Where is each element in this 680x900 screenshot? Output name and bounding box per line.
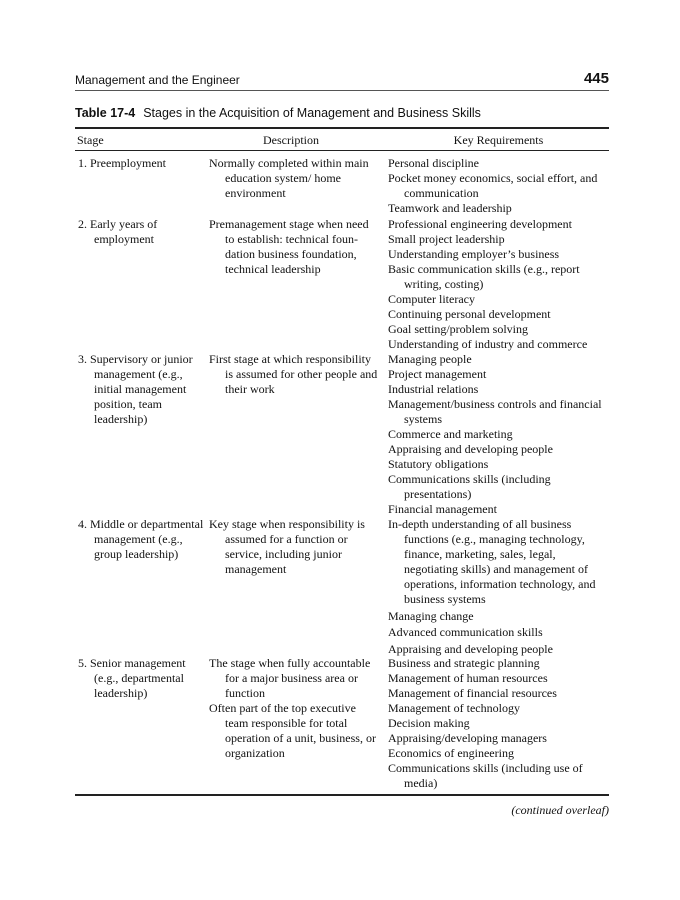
requirement-item: Appraising and developing people: [388, 641, 553, 656]
stage-text: 4. Middle or departmental management (e.g., group leadership): [78, 517, 204, 561]
requirement-item: Project management: [388, 367, 487, 381]
table-bottom-rule: [75, 794, 609, 796]
requirement-item: Decision making: [388, 716, 470, 730]
table-row-3-requirements: [388, 352, 610, 517]
stage-text: 3. Supervisory or junior management (e.g., initial management position, team leadership): [78, 352, 193, 426]
requirement-item: Appraising and developing people: [388, 442, 553, 456]
requirement-item: Managing change: [388, 608, 474, 623]
description-paragraph: First stage at which responsibility is assumed for other people and their work: [209, 352, 378, 396]
description-paragraph: Key stage when responsibility is assumed for a function or service, including junior management: [209, 517, 365, 576]
requirement-item: Management/business controls and financial systems: [388, 397, 602, 426]
requirement-item: Professional engineering development: [388, 217, 572, 231]
description-paragraph: Often part of the top executive team responsible for total operation of a unit, business, or organization: [209, 701, 376, 760]
requirement-item: Appraising/developing managers: [388, 731, 547, 745]
page-number: 445: [583, 70, 609, 87]
table-row-1-stage: [78, 156, 204, 171]
requirement-item: Basic communication skills (e.g., report writing, costing): [388, 262, 580, 291]
table-row-1-requirements: [388, 156, 610, 216]
requirement-item: Small project leadership: [388, 232, 505, 246]
requirement-item: Communications skills (including presentations): [388, 472, 551, 501]
requirement-item: Statutory obligations: [388, 457, 489, 471]
requirement-item: In-depth understanding of all business functions (e.g., managing technology, finance, marketing, sales, legal, negotiating skills) and management of operations, information technology, and business systems: [388, 517, 596, 606]
requirement-item: Management of technology: [388, 701, 520, 715]
requirement-item: Understanding employer’s business: [388, 247, 560, 261]
requirement-item: Financial management: [388, 502, 497, 516]
table-row-4-description: [209, 517, 379, 577]
description-paragraph: The stage when fully accountable for a major business area or function: [209, 656, 371, 700]
table-row-3-stage: [78, 352, 204, 427]
requirement-item: Business and strategic planning: [388, 656, 540, 670]
table-row-2-requirements: [388, 217, 610, 352]
requirement-item: Management of financial resources: [388, 686, 557, 700]
requirement-item: Managing people: [388, 352, 472, 366]
requirement-item: Goal setting/problem solving: [388, 322, 528, 336]
table-row-1-description: [209, 156, 379, 201]
table-row-5-stage: [78, 656, 204, 701]
requirement-item: Management of human resources: [388, 671, 548, 685]
requirement-item: Industrial relations: [388, 382, 479, 396]
requirement-item: Advanced communication skills: [388, 625, 543, 639]
table-row-5-requirements: [388, 656, 610, 791]
requirement-item: Commerce and marketing: [388, 427, 513, 441]
table-label: Table 17-4: [75, 106, 136, 120]
table-caption: [75, 106, 481, 120]
running-head: [75, 70, 609, 91]
description-paragraph: Premanagement stage when need to establish: technical foun-dation business foundation, technical leadership: [209, 217, 369, 276]
table-row-4-requirements: [388, 517, 610, 657]
table-title: Stages in the Acquisition of Management and Business Skills: [143, 106, 481, 120]
requirement-item: Personal discipline: [388, 156, 479, 170]
column-header-description: Description: [263, 133, 319, 147]
table-row-2-stage: [78, 217, 204, 247]
stage-text: 5. Senior management (e.g., departmental leadership): [78, 656, 186, 700]
description-paragraph: Normally completed within main education system/ home environment: [209, 156, 369, 200]
table-row-3-description: [209, 352, 379, 397]
requirement-item: Computer literacy: [388, 292, 475, 306]
stage-text: 2. Early years of employment: [78, 217, 158, 246]
running-title: Management and the Engineer: [75, 73, 240, 87]
column-header-key-requirements: Key Requirements: [453, 133, 544, 147]
continued-note: (continued overleaf): [511, 803, 609, 817]
stage-text: 1. Preemployment: [78, 156, 166, 170]
table-row-2-description: [209, 217, 379, 277]
requirement-item: Continuing personal development: [388, 307, 551, 321]
requirement-item: Economics of engineering: [388, 746, 514, 760]
table-top-rule: [75, 127, 609, 129]
table-header-rule: [75, 150, 609, 151]
table-row-4-stage: [78, 517, 204, 562]
requirement-item: Understanding of industry and commerce: [388, 337, 588, 351]
table-row-5-description: [209, 656, 379, 761]
requirement-item: Teamwork and leadership: [388, 201, 512, 215]
column-header-stage: Stage: [77, 133, 104, 147]
requirement-item: Communications skills (including use of media): [388, 761, 583, 790]
requirement-item: Pocket money economics, social effort, and communication: [388, 171, 598, 200]
